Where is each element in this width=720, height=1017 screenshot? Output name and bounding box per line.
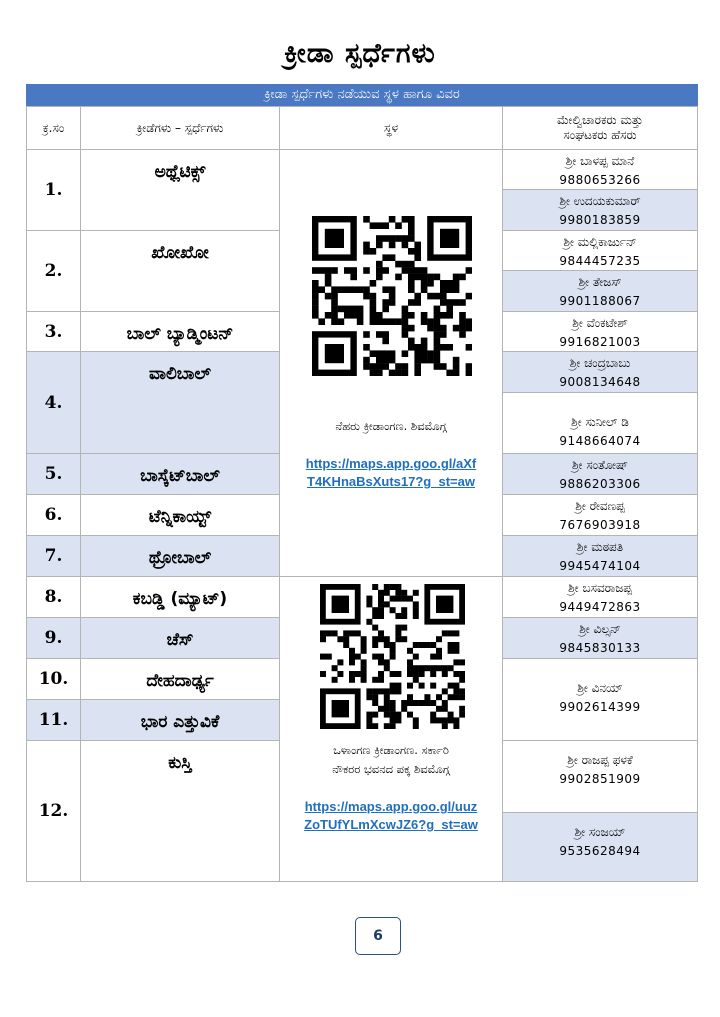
contact-cell (502, 392, 698, 454)
contact-phone[interactable]: 9844457235 (559, 254, 641, 268)
contact-phone[interactable]: 9902851909 (559, 772, 641, 786)
contact-phone[interactable]: 7676903918 (559, 518, 641, 532)
contact-name: ಶ್ರೀ ವಿನಯ್ (577, 681, 623, 695)
sport-name: ಕುಸ್ತಿ (80, 740, 280, 882)
contact-phone[interactable]: 9449472863 (559, 600, 641, 614)
contact-cell (502, 576, 698, 618)
contact-phone[interactable]: 9845830133 (559, 641, 641, 655)
header-serial: ಕ್ರ.ಸಂ (26, 106, 81, 150)
contact-phone[interactable]: 9980183859 (559, 213, 641, 227)
venue-cell-stadium (279, 149, 503, 577)
contact-phone[interactable]: 9880653266 (559, 173, 641, 187)
contact-name: ಶ್ರೀ ಉದಯಕುಮಾರ್ (559, 194, 641, 208)
sport-number: 6. (26, 494, 81, 536)
header-contacts-line1: ಮೇಲ್ವಿಚಾರಕರು ಮತ್ತು (557, 113, 643, 127)
venue-name-stadium: ನೆಹರು ಕ್ರೀಡಾಂಗಣ. ಶಿವಮೊಗ್ಗ (335, 419, 447, 433)
table-banner: ಕ್ರೀಡಾ ಸ್ಪರ್ಧೆಗಳು ನಡೆಯುವ ಸ್ಥಳ ಹಾಗೂ ವಿವರ (26, 84, 698, 106)
sport-name: ಥ್ರೋಬಾಲ್ (80, 535, 280, 577)
sport-name: ಖೋಖೋ (80, 230, 280, 312)
contact-cell (502, 311, 698, 352)
contact-phone[interactable]: 9902614399 (559, 700, 641, 714)
sport-number: 7. (26, 535, 81, 577)
sport-number: 12. (26, 740, 81, 882)
contact-cell (502, 189, 698, 231)
venue-link-indoor[interactable] (280, 798, 502, 834)
contact-name: ಶ್ರೀ ವಿಲ್ಸನ್ (579, 622, 621, 636)
sport-number: 10. (26, 658, 81, 700)
contact-phone[interactable]: 9945474104 (559, 559, 641, 573)
contact-cell (502, 535, 698, 577)
qr-code-stadium[interactable] (312, 216, 472, 376)
sport-name: ಬಾಲ್ ಬ್ಯಾಡ್ಮಿಂಟನ್ (80, 311, 280, 352)
contact-name: ಶ್ರೀ ಮಲ್ಲಿಕಾರ್ಜುನ್ (563, 235, 637, 249)
contact-phone[interactable]: 9886203306 (559, 477, 641, 491)
header-contacts (502, 106, 698, 150)
page-title: ಕ್ರೀಡಾ ಸ್ಪರ್ಧೆಗಳು (284, 38, 436, 69)
sport-number: 3. (26, 311, 81, 352)
contact-name: ಶ್ರೀ ರೇವಣಪ್ಪ (575, 499, 625, 513)
sport-name: ಭಾರ ಎತ್ತುವಿಕೆ (80, 699, 280, 741)
sport-number: 1. (26, 149, 81, 231)
contact-name: ಶ್ರೀ ಬಾಳಪ್ಪ ಮಾನೆ (565, 154, 635, 168)
header-venue: ಸ್ಥಳ (279, 106, 503, 150)
header-sport: ಕ್ರೀಡೆಗಳು – ಸ್ಪರ್ಧೆಗಳು (80, 106, 280, 150)
contact-phone[interactable]: 9148664074 (559, 434, 641, 448)
venue-cell-indoor (279, 576, 503, 882)
sport-name: ಅಥ್ಲೆಟಿಕ್ಸ್ (80, 149, 280, 231)
contact-name: ಶ್ರೀ ಸಂಜಯ್ (574, 825, 626, 839)
contact-name: ಶ್ರೀ ಸುನೀಲ್ ಡಿ (571, 415, 629, 429)
contact-name: ಶ್ರೀ ತೇಜಸ್ (578, 275, 622, 289)
sport-name: ಬಾಸ್ಕೆಟ್‌ಬಾಲ್ (80, 453, 280, 495)
sport-name: ಕಬಡ್ಡಿ (ಮ್ಯಾಟ್) (80, 576, 280, 618)
contact-cell (502, 617, 698, 659)
contact-cell (502, 149, 698, 191)
contact-phone[interactable]: 9008134648 (559, 375, 641, 389)
contact-cell (502, 494, 698, 536)
contact-name: ಶ್ರೀ ಬಸವರಾಜಪ್ಪ (568, 581, 632, 595)
sport-number: 8. (26, 576, 81, 618)
contact-name: ಶ್ರೀ ಚಂದ್ರಬಾಬು (569, 356, 631, 370)
contact-cell (502, 740, 698, 813)
sport-number: 5. (26, 453, 81, 495)
sport-name: ಚೆಸ್ (80, 617, 280, 659)
contact-cell (502, 812, 698, 882)
sport-number: 9. (26, 617, 81, 659)
sport-name: ಟೆನ್ನಿಕಾಯ್ಟ್ (80, 494, 280, 536)
venue-link-indoor-line1[interactable]: https://maps.app.goo.gl/uuz (304, 799, 478, 814)
venue-name-indoor-line1: ಒಳಾಂಗಣ ಕ್ರೀಡಾಂಗಣ. ಸರ್ಕಾರಿ (333, 743, 449, 757)
contact-name: ಶ್ರೀ ಸಂತೋಷ್ (571, 458, 629, 472)
contact-cell (502, 351, 698, 393)
contact-phone[interactable]: 9901188067 (559, 294, 641, 308)
contact-cell (502, 270, 698, 312)
contact-name: ಶ್ರೀ ಮಠಪತಿ (576, 540, 624, 554)
contact-phone[interactable]: 9535628494 (559, 844, 641, 858)
contact-phone[interactable]: 9916821003 (559, 335, 641, 349)
contact-cell (502, 453, 698, 495)
sport-number: 2. (26, 230, 81, 312)
qr-code-indoor[interactable] (320, 584, 465, 729)
contact-name: ಶ್ರೀ ರಾಜಪ್ಪ ಫಳಕೆ (567, 753, 633, 767)
venue-name-indoor-line2: ನೌಕರರ ಭವನದ ಪಕ್ಕ ಶಿವಮೊಗ್ಗ (332, 762, 450, 776)
sport-name: ದೇಹದಾರ್ಢ್ಯ (80, 658, 280, 700)
contact-cell (502, 658, 698, 741)
header-contacts-line2: ಸಂಘಟಕರು ಹೆಸರು (563, 128, 637, 142)
venue-link-indoor-line2[interactable]: ZoTUfYLmXcwJZ6?g_st=aw (304, 817, 478, 832)
contact-name: ಶ್ರೀ ವೆಂಕಟೇಶ್ (572, 316, 628, 330)
sport-number: 11. (26, 699, 81, 741)
venue-link-stadium[interactable] (280, 455, 502, 491)
venue-link-stadium-line1[interactable]: https://maps.app.goo.gl/aXf (305, 456, 477, 471)
sport-number: 4. (26, 351, 81, 454)
contact-cell (502, 230, 698, 272)
venue-name-indoor (280, 741, 502, 779)
venue-link-stadium-line2[interactable]: T4KHnaBsXuts17?g_st=aw (307, 474, 475, 489)
page-number: 6 (355, 917, 401, 955)
sport-name: ವಾಲಿಬಾಲ್ (80, 351, 280, 454)
